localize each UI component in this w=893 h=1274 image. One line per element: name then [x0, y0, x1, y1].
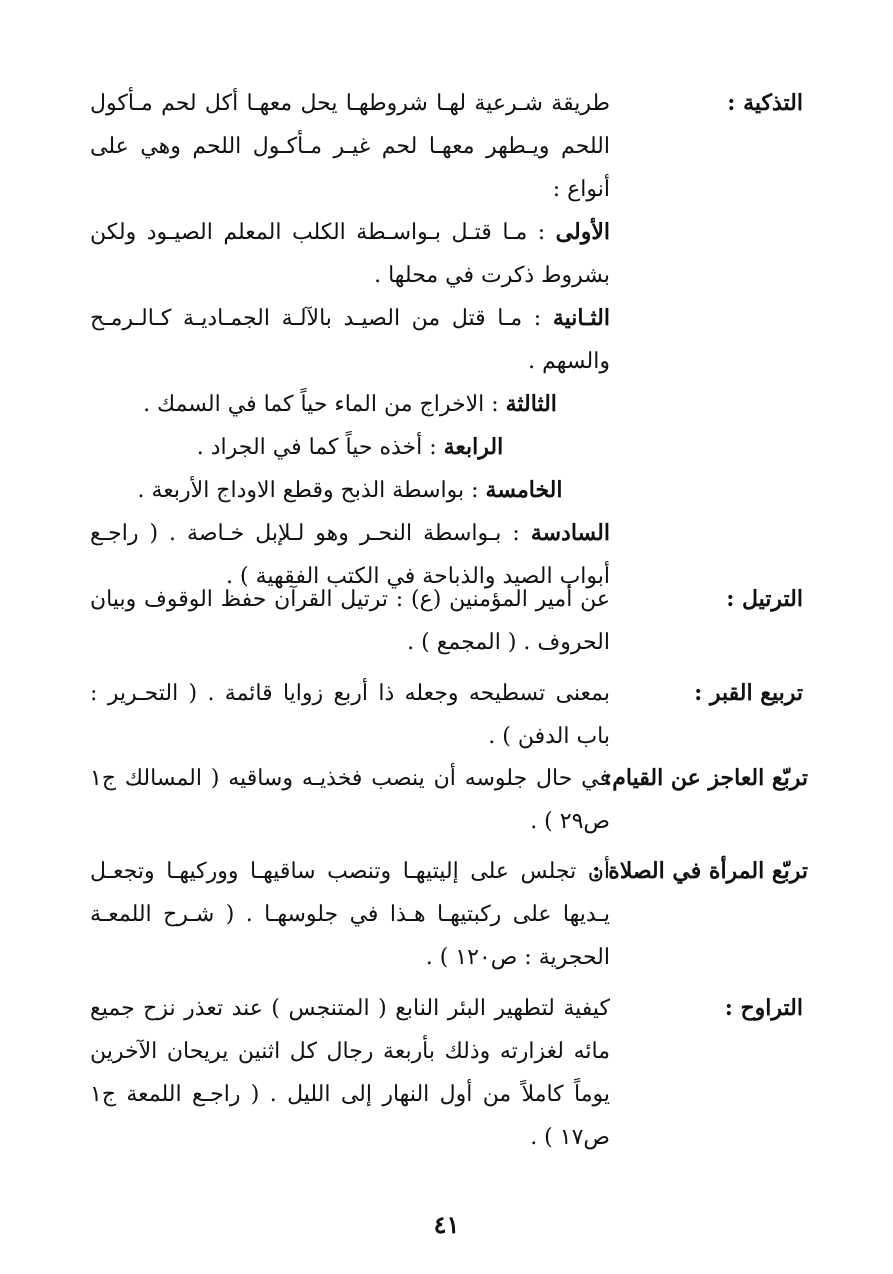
type-text: : مـا قتل من الصيـد بالآلـة الجمـاديـة كـالـرمـح	[90, 306, 553, 331]
type-label: الثـانية	[552, 305, 610, 331]
definition-line: والسهم .	[528, 349, 610, 374]
definition-line: أنواع :	[552, 177, 610, 202]
definition-line: مائه لغزارته وذلك بأربعة رجال كل اثنين يريحان الآخرين	[90, 1039, 610, 1064]
definition-line: ص٢٩ ) .	[530, 809, 610, 834]
entry-term: تربّع العاجز عن القيام:	[604, 765, 808, 791]
page-number: ٤١	[433, 1210, 460, 1239]
definition-line: الحجرية : ص١٢٠ ) .	[425, 945, 610, 970]
type-label: الخامسة	[485, 477, 563, 503]
type-text: : أخذه حياً كما في الجراد .	[196, 435, 444, 460]
definition-line: يوماً كاملاً من أول النهار إلى الليل . ( راجـع اللمعة ج١	[90, 1082, 610, 1107]
entry-definition	[90, 672, 610, 758]
type-text: : بواسطة الذبح وقطع الاوداج الأربعة .	[137, 478, 486, 503]
entry-term: التراوح :	[724, 995, 803, 1021]
definition-line: اللحم ويـطهر معهـا لحم غيـر مـأكـول اللحم وهي على	[90, 134, 610, 159]
definition-line: الحروف . ( المجمع ) .	[407, 630, 610, 655]
entry-term: التذكية :	[727, 90, 803, 116]
definition-line: يـديها على ركبتيهـا هـذا في جلوسهـا . ( شـرح اللمعـة	[90, 902, 610, 927]
type-label: السادسة	[530, 520, 610, 546]
definition-line: في حال جلوسه أن ينصب فخذيـه وساقيه ( المسالك ج١	[90, 766, 610, 791]
entry-definition	[90, 850, 610, 979]
definition-line	[90, 512, 610, 555]
definition-line: طريقة شـرعية لهـا شروطهـا يحل معهـا أكل لحم مـأكول	[90, 91, 610, 116]
entry-definition	[90, 82, 610, 598]
definition-line	[90, 297, 610, 340]
definition-line	[90, 469, 610, 512]
definition-line: بمعنى تسطيحه وجعله ذا أربع زوايا قائمة . ( التحـرير :	[90, 681, 610, 706]
entry-term: تربيع القبر :	[694, 680, 803, 706]
type-label: الثالثة	[505, 391, 557, 417]
type-label: الرابعة	[443, 434, 504, 460]
definition-line: باب الدفن ) .	[488, 724, 610, 749]
entry-definition	[90, 987, 610, 1159]
entry-definition	[90, 578, 610, 664]
definition-line: كيفية لتطهير البئر النابع ( المتنجس ) عند تعذر نزح جميع	[90, 996, 610, 1021]
definition-line: عن أمير المؤمنين (ع) : ترتيل القرآن حفظ الوقوف وبيان	[90, 587, 610, 612]
type-label: الأولى	[555, 219, 610, 245]
entry-definition	[90, 757, 610, 843]
type-text: : بـواسطة النحـر وهو لـلإبل خـاصة . ( راجـع	[90, 521, 531, 546]
type-text: : مـا قتـل بـواسـطة الكلب المعلم الصيـود ولكن	[90, 220, 556, 245]
definition-line	[90, 383, 610, 426]
entry-term: الترتيل :	[726, 586, 803, 612]
definition-line: ص١٧ ) .	[530, 1125, 610, 1150]
definition-line: أن تجلس على إليتيهـا وتنصب ساقيهـا ووركيهـا وتجعـل	[90, 859, 610, 884]
definition-line: أبواب الصيد والذباحة في الكتب الفقهية ) .	[226, 564, 610, 589]
definition-line	[90, 426, 610, 469]
definition-line	[90, 211, 610, 254]
entry-term: تربّع المرأة في الصلاة :	[592, 858, 808, 884]
type-text: : الاخراج من الماء حياً كما في السمك .	[143, 392, 506, 417]
definition-line: بشروط ذكرت في محلها .	[374, 263, 610, 288]
